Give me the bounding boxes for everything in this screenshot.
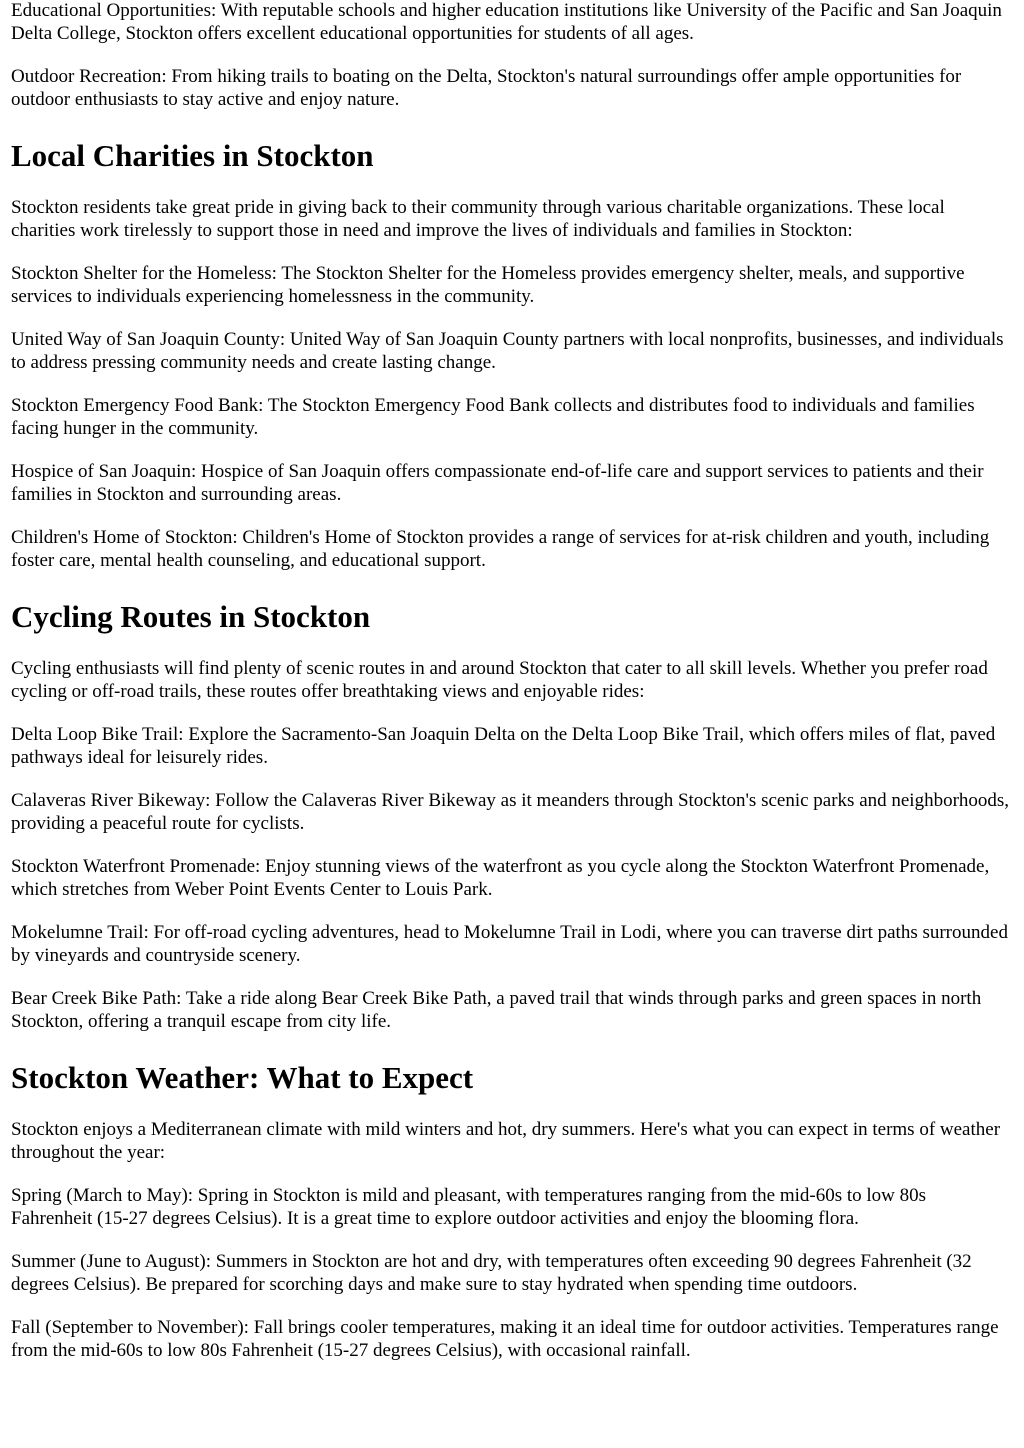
paragraph-united-way: United Way of San Joaquin County: United Way of San Joaquin County partners with local nonprofits, businesses, and individuals to address pressing community needs and create lasting change. [11, 329, 1004, 373]
paragraph-hospice: Hospice of San Joaquin: Hospice of San Joaquin offers compassionate end-of-life care and support services to patients and their families in Stockton and surrounding areas. [11, 461, 984, 505]
heading-cycling-routes: Cycling Routes in Stockton [11, 599, 371, 634]
heading-weather: Stockton Weather: What to Expect [11, 1060, 474, 1095]
paragraph-summer: Summer (June to August): Summers in Stockton are hot and dry, with temperatures often exceeding 90 degrees Fahrenheit (32 degrees Celsius). Be prepared for scorching days and make sure to stay hydrated when spending time outdoors. [11, 1251, 972, 1295]
paragraph-mokelumne-trail: Mokelumne Trail: For off-road cycling adventures, head to Mokelumne Trail in Lodi, where you can traverse dirt paths surrounded by vineyards and countryside scenery. [11, 922, 1008, 966]
paragraph-shelter-homeless: Stockton Shelter for the Homeless: The Stockton Shelter for the Homeless provides emergency shelter, meals, and supportive services to individuals experiencing homelessness in the community. [11, 263, 965, 307]
paragraph-calaveras-river: Calaveras River Bikeway: Follow the Calaveras River Bikeway as it meanders through Stockton's scenic parks and neighborhoods, providing a peaceful route for cyclists. [11, 790, 1010, 834]
paragraph-bear-creek: Bear Creek Bike Path: Take a ride along Bear Creek Bike Path, a paved trail that winds through parks and green spaces in north Stockton, offering a tranquil escape from city life. [11, 988, 982, 1032]
paragraph-weather-intro: Stockton enjoys a Mediterranean climate with mild winters and hot, dry summers. Here's what you can expect in terms of weather throughout the year: [11, 1119, 1001, 1163]
paragraph-waterfront-promenade: Stockton Waterfront Promenade: Enjoy stunning views of the waterfront as you cycle along the Stockton Waterfront Promenade, which stretches from Weber Point Events Center to Louis Park. [11, 856, 990, 900]
paragraph-fall: Fall (September to November): Fall brings cooler temperatures, making it an ideal time for outdoor activities. Temperatures range from the mid-60s to low 80s Fahrenheit (15-27 degrees Celsius), with occasional rainfall. [11, 1317, 999, 1361]
article-body [11, 0, 1011, 1382]
paragraph-educational-opportunities: Educational Opportunities: With reputable schools and higher education institutions like University of the Pacific and San Joaquin Delta College, Stockton offers excellent educational opportunities for students of all ages. [11, 0, 1002, 44]
paragraph-childrens-home: Children's Home of Stockton: Children's Home of Stockton provides a range of services for at-risk children and youth, including foster care, mental health counseling, and educational support. [11, 527, 990, 571]
paragraph-delta-loop: Delta Loop Bike Trail: Explore the Sacramento-San Joaquin Delta on the Delta Loop Bike Trail, which offers miles of flat, paved pathways ideal for leisurely rides. [11, 724, 996, 768]
heading-local-charities: Local Charities in Stockton [11, 138, 374, 173]
paragraph-cycling-intro: Cycling enthusiasts will find plenty of scenic routes in and around Stockton that cater to all skill levels. Whether you prefer road cycling or off-road trails, these routes offer breathtaking views and enjoyable rides: [11, 658, 988, 702]
paragraph-food-bank: Stockton Emergency Food Bank: The Stockton Emergency Food Bank collects and distributes food to individuals and families facing hunger in the community. [11, 395, 975, 439]
paragraph-charities-intro: Stockton residents take great pride in giving back to their community through various charitable organizations. These local charities work tirelessly to support those in need and improve the lives of individuals and families in Stockton: [11, 197, 945, 241]
paragraph-outdoor-recreation: Outdoor Recreation: From hiking trails to boating on the Delta, Stockton's natural surroundings offer ample opportunities for outdoor enthusiasts to stay active and enjoy nature. [11, 66, 962, 110]
paragraph-spring: Spring (March to May): Spring in Stockton is mild and pleasant, with temperatures ranging from the mid-60s to low 80s Fahrenheit (15-27 degrees Celsius). It is a great time to explore outdoor activities and enjoy the blooming flora. [11, 1185, 927, 1229]
